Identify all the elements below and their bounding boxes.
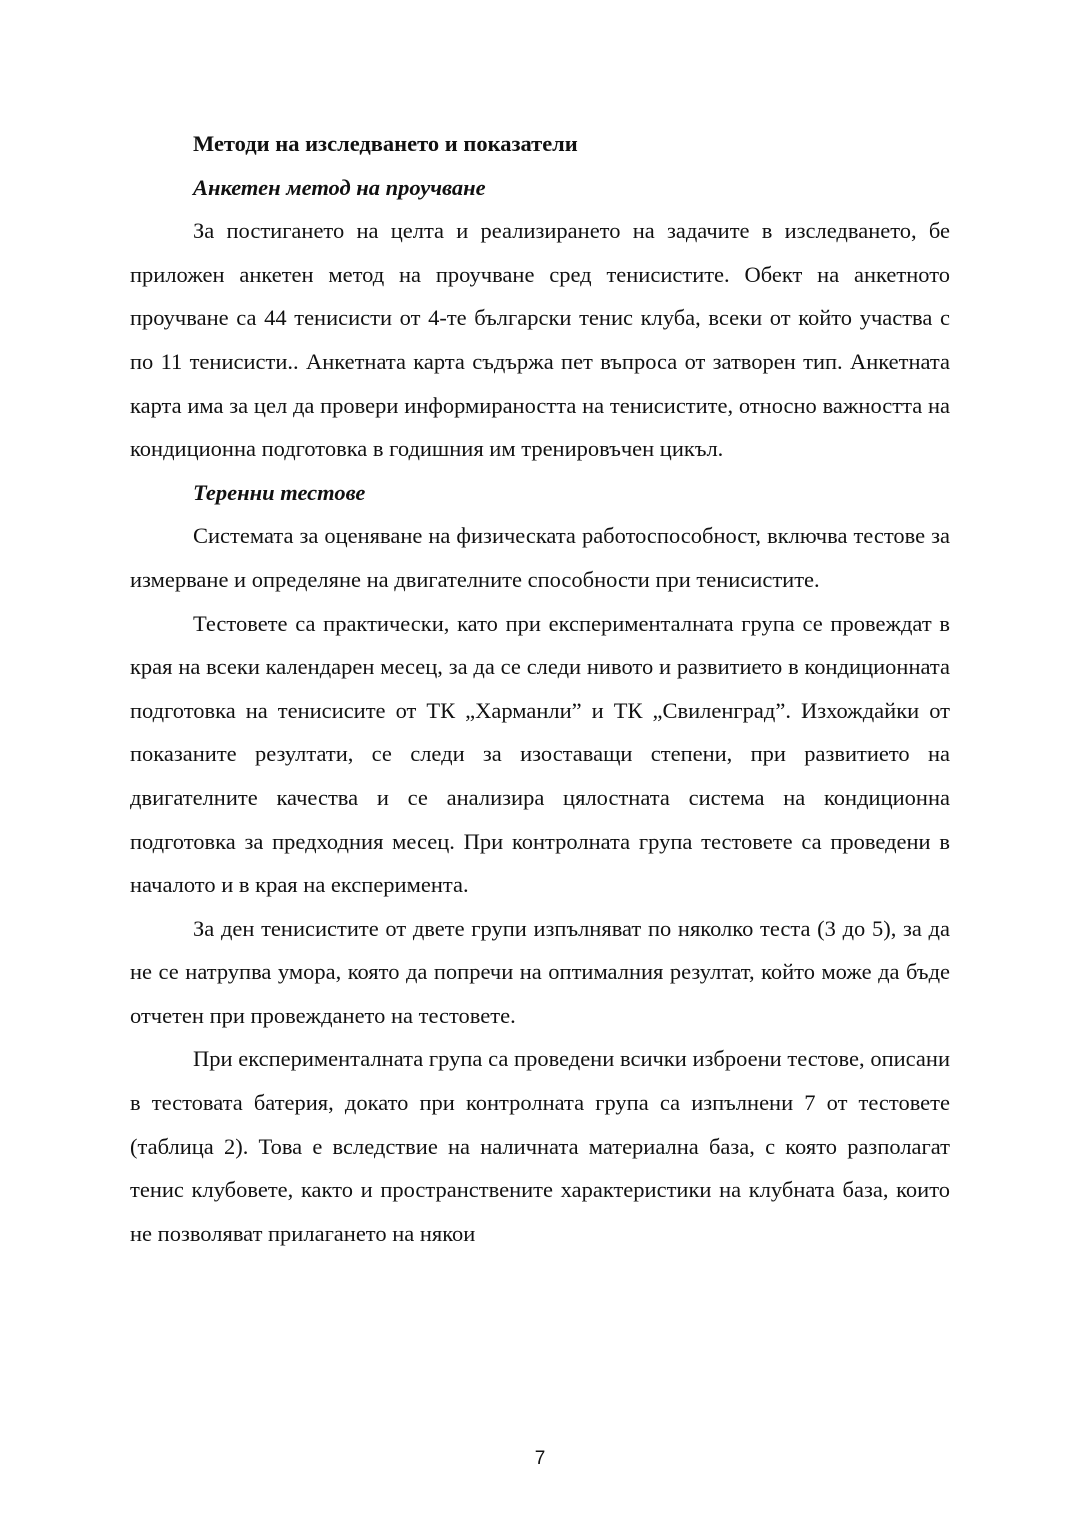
paragraph-assessment-system: Системата за оценяване на физическата работоспособност, включва тестове за измерване и определяне на двигателните способности при тенисистите.	[130, 523, 950, 592]
paragraph-experimental-group: При експерименталната група са проведени всички изброени тестове, описани в тестовата батерия, докато при контролната група са изпълнени 7 от тестовете (таблица 2). Това е вследствие на наличната материална база, с която разполагат тенис клубовете, както и пространствените характеристики на клубната база, които не позволяват прилагането на някои	[130, 1046, 950, 1246]
paragraph-tests-per-day: За ден тенисистите от двете групи изпълняват по няколко теста (3 до 5), за да не се натрупва умора, която да попречи на оптималния резултат, който може да бъде отчетен при провеждането на тестовете.	[130, 915, 950, 1028]
section-heading: Методи на изследването и показатели	[193, 131, 578, 156]
subheading-field-tests: Теренни тестове	[193, 479, 366, 505]
subheading-survey-method: Анкетен метод на проучване	[193, 174, 486, 200]
paragraph-survey-method: За постигането на целта и реализирането на задачите в изследването, бе приложен анкетен метод на проучване сред тенисистите. Обект на анкетното проучване са 44 тенисисти от 4-те български тенис клуба, всеки от който участва с по 11 тенисисти.. Анкетната карта съдържа пет въпроса от затворен тип. Анкетната карта има за цел да провери информираността на тенисистите, относно важността на кондиционна подготовка в годишния им тренировъчен цикъл.	[130, 218, 950, 462]
document-body	[130, 122, 950, 1255]
paragraph-tests-practical: Тестовете са практически, като при експерименталната група се провеждат в края на всеки календарен месец, за да се следи нивото и развитието в кондиционната подготовка на тенисисите от ТК „Харманли” и ТК „Свиленград”. Изхождайки от показаните резултати, се следи за изоставащи степени, при развитието на двигателните качества и се анализира цялостната система на кондиционна подготовка за предходния месец. При контролната група тестовете са проведени в началото и в края на експеримента.	[130, 610, 950, 898]
page-number: 7	[534, 1448, 546, 1469]
